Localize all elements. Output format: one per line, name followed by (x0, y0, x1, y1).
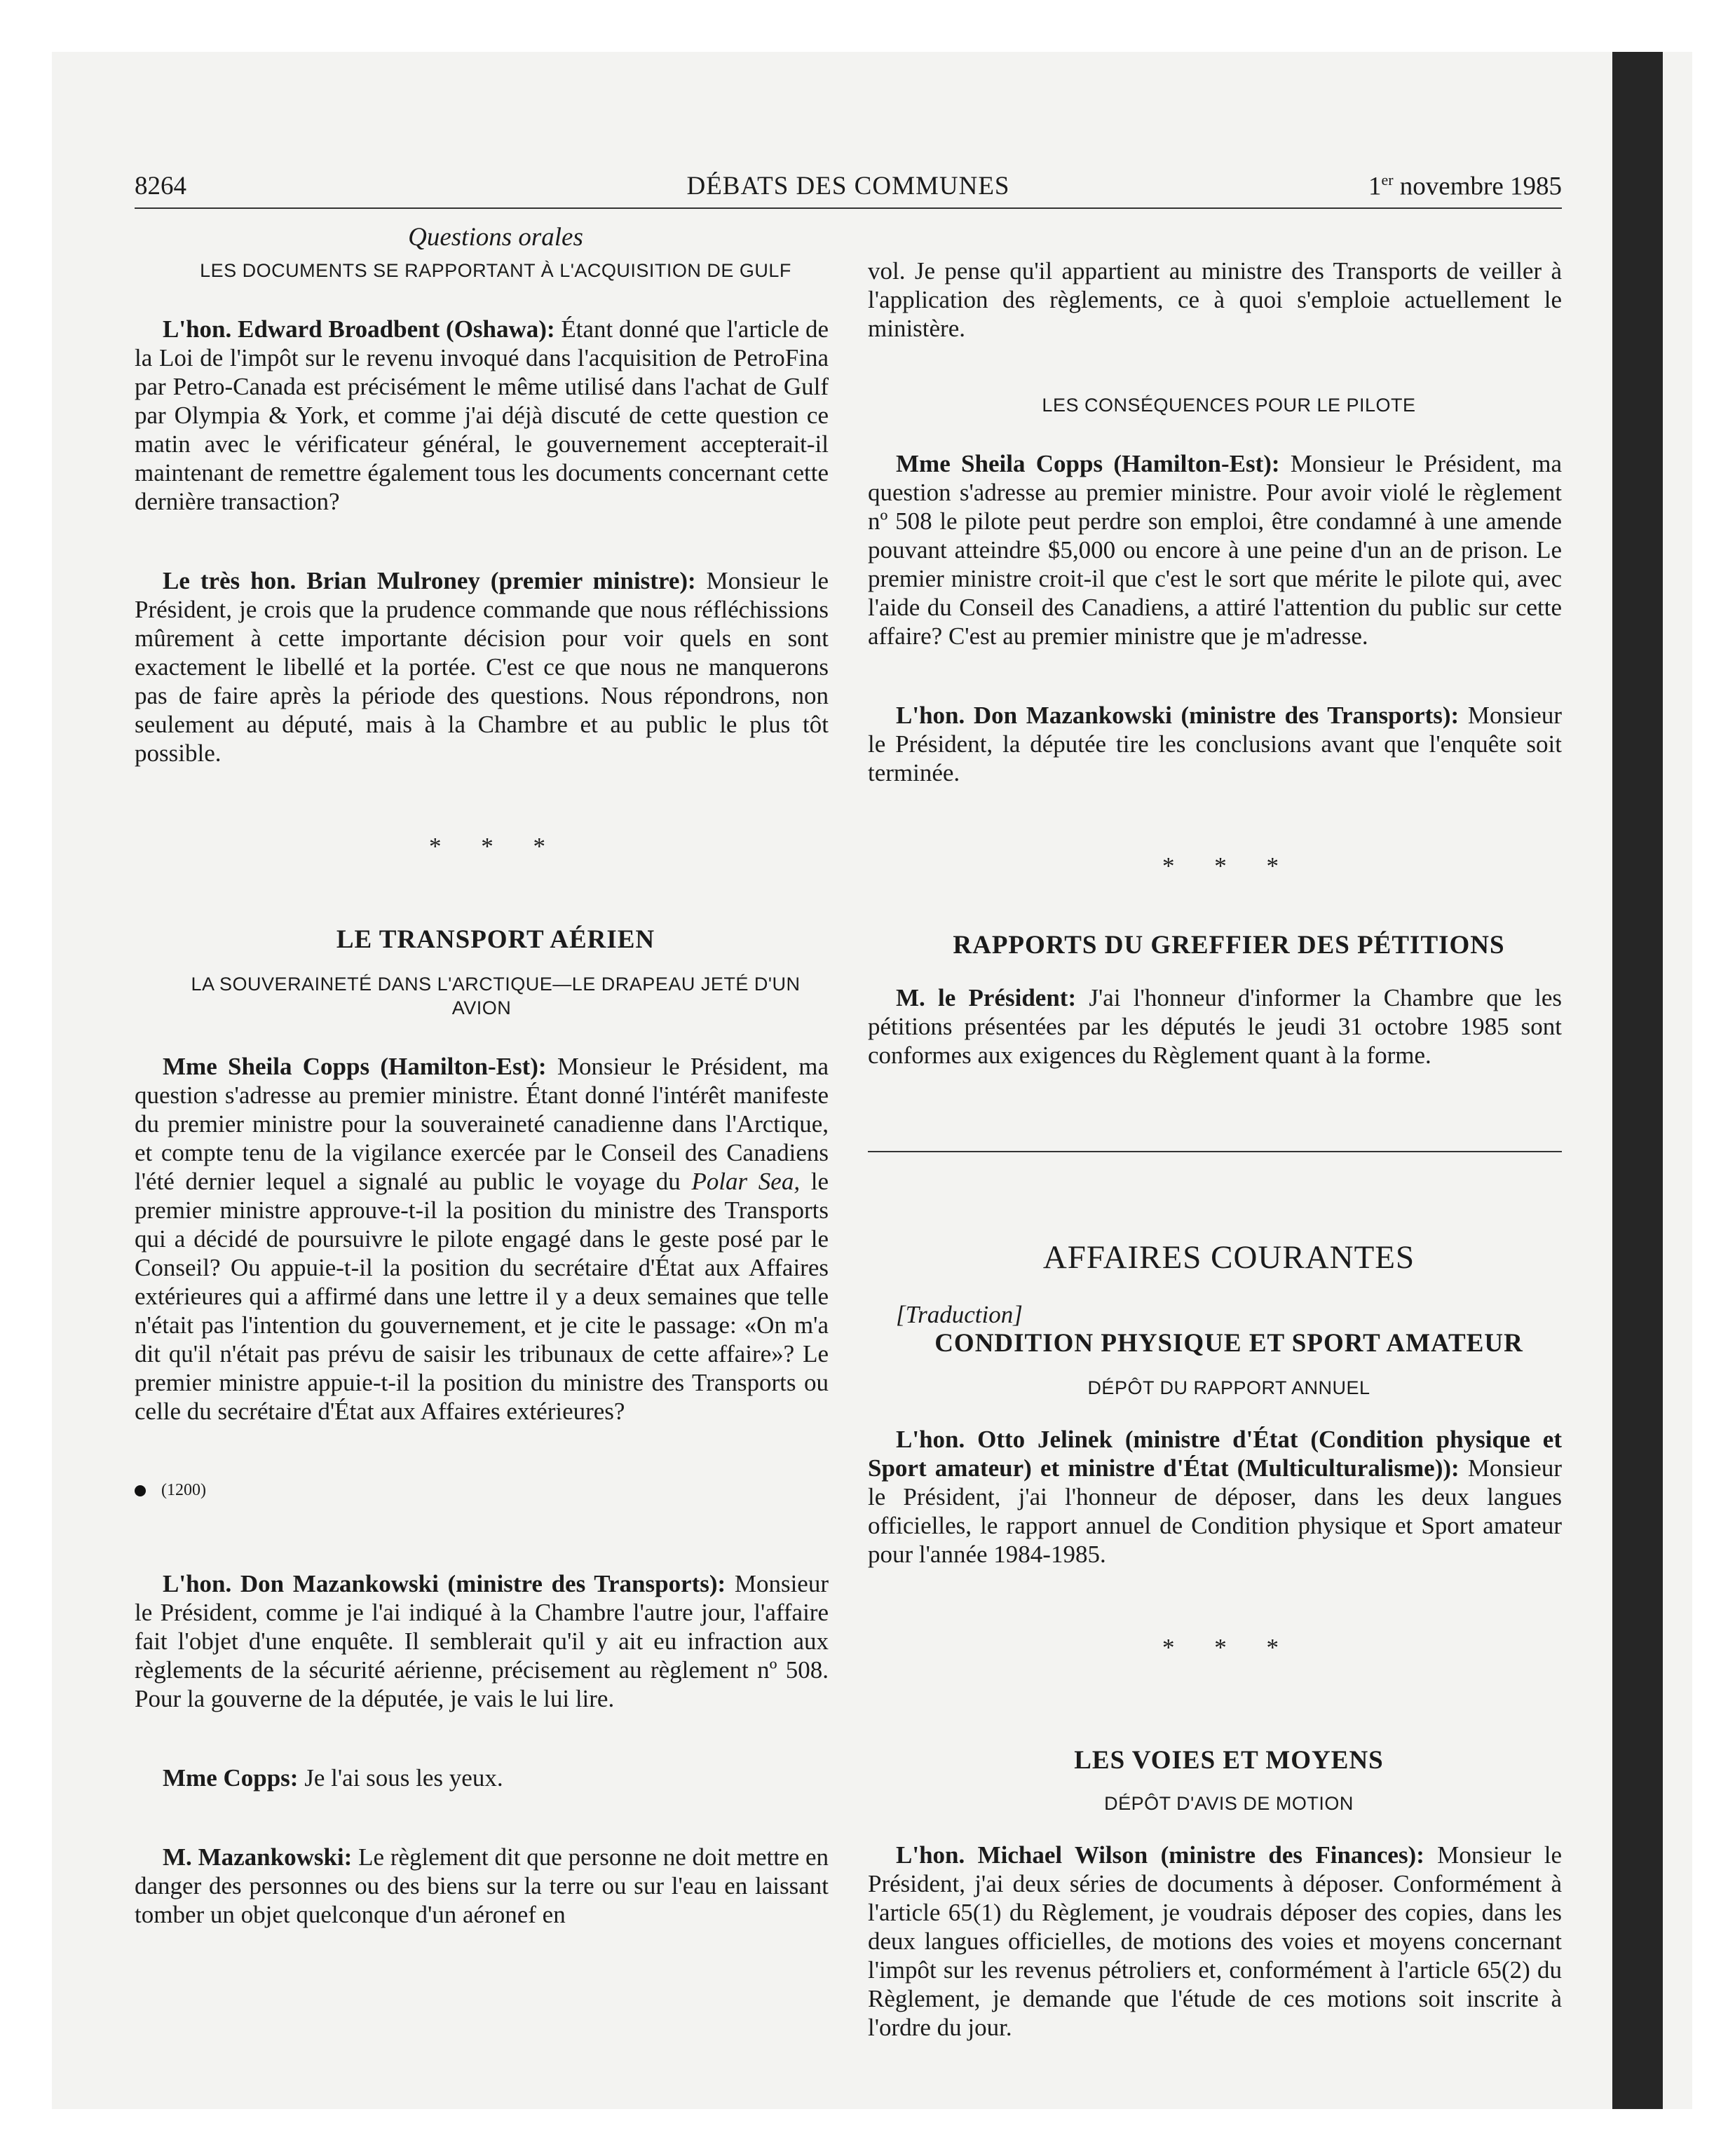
time-stamp: (1200) (161, 1481, 206, 1499)
scan-edge-bar (1612, 52, 1663, 2109)
speech-text: Monsieur le Président, comme je l'ai indiqué à la Chambre l'autre jour, l'affaire fait l'objet d'une enquête. Il semblerait qu'il y ait eu infraction aux règlements de la sécurité aérienne, précisement au règlement nº 508. Pour la gouverne de la députée, je vais le lui lire. (135, 1570, 829, 1712)
translation-note: [Traduction] (896, 1301, 1023, 1328)
speaker-name: L'hon. Edward Broadbent (Oshawa): (163, 315, 555, 343)
spacer (868, 1815, 1562, 1841)
paragraph (135, 1569, 829, 1713)
section-title: LES VOIES ET MOYENS (1074, 1746, 1384, 1775)
section-separator: * * * (1162, 852, 1295, 880)
spacer (868, 1775, 1562, 1792)
right-column (868, 257, 1562, 2042)
left-column (135, 223, 829, 1929)
time-marker (135, 1476, 829, 1505)
speaker-name: L'hon. Don Mazankowski (ministre des Transports): (896, 702, 1460, 729)
speech-text: Monsieur le Président, ma question s'adresse au premier ministre. Étant donné l'intérêt manifeste du premier ministre pour la souveraineté canadienne dans l'Arctique, et compte tenu de la vigilance exercée par le Conseil des Canadiens l'été dernier lequel a signalé au public le voyage du (135, 1053, 829, 1195)
header-date (1368, 171, 1562, 201)
spacer (135, 1713, 829, 1763)
section-separator: * * * (429, 833, 562, 860)
paragraph (135, 566, 829, 767)
section-subheading: LES DOCUMENTS SE RAPPORTANT À L'ACQUISITION DE GULF (200, 260, 791, 281)
spacer (135, 861, 829, 925)
spacer (868, 1569, 1562, 1633)
paragraph (135, 1843, 829, 1929)
paragraph (135, 1763, 829, 1792)
spacer (868, 417, 1562, 449)
section-subheading: DÉPÔT DU RAPPORT ANNUEL (1087, 1377, 1370, 1398)
spacer (868, 650, 1562, 701)
paragraph (868, 701, 1562, 787)
paragraph (868, 449, 1562, 650)
speaker-name: M. le Président: (896, 984, 1077, 1011)
spacer (868, 880, 1562, 931)
section-subheading: DÉPÔT D'AVIS DE MOTION (1104, 1793, 1354, 1814)
spacer (868, 787, 1562, 852)
date-month-year: novembre 1985 (1393, 172, 1562, 201)
spacer (135, 1020, 829, 1052)
speech-text: Le règlement dit que personne ne doit mettre en danger des personnes ou des biens sur la terre ou sur l'eau en laissant tomber un objet quelconque d'un aéronef en (135, 1843, 829, 1928)
speaker-name: Mme Sheila Copps (Hamilton-Est): (896, 450, 1280, 477)
paragraph: vol. Je pense qu'il appartient au ministre des Transports de veiller à l'application des règlements, ce à quoi s'emploie actuellement le ministère. (868, 257, 1562, 342)
section-subheading: LA SOUVERAINETÉ DANS L'ARCTIQUE—LE DRAPEAU JETÉ D'UN AVION (191, 974, 801, 1018)
spacer (868, 1358, 1562, 1376)
paragraph (868, 983, 1562, 1070)
spacer (868, 1400, 1562, 1425)
speech-text: Je l'ai sous les yeux. (298, 1764, 503, 1792)
spacer (135, 954, 829, 972)
publication-title: DÉBATS DES COMMUNES (686, 172, 1010, 200)
paragraph (135, 1052, 829, 1426)
speech-text: Monsieur le Président, ma question s'adresse au premier ministre. Pour avoir violé le règlement nº 508 le pilote peut perdre son emploi, être condamné à une amende pouvant atteindre $5,000 ou encore à une peine d'un an de prison. Le premier ministre croit-il que c'est le sort que mérite le pilote qui, avec l'aide du Conseil des Canadiens, a attiré l'attention du public sur cette affaire? C'est au premier ministre que je m'adresse. (868, 450, 1563, 650)
speaker-name: L'hon. Michael Wilson (ministre des Finances): (896, 1841, 1424, 1869)
speech-text: Monsieur le Président, la députée tire les conclusions avant que l'enquête soit terminée. (868, 702, 1562, 786)
spacer (868, 1662, 1562, 1746)
spacer (135, 767, 829, 832)
speaker-name: Le très hon. Brian Mulroney (premier ministre): (163, 567, 696, 594)
spacer (135, 1426, 829, 1476)
speech-text: Monsieur le Président, j'ai deux séries de documents à déposer. Conformément à l'article 65(1) du Règlement, je voudrais déposer des copies, dans les deux langues officielles, de motions des voies et moyens concernant l'impôt sur les revenus pétroliers et, conformément à l'article 65(2) du Règlement, je demande que l'étude de ces motions soit inscrite à l'ordre du jour. (868, 1841, 1562, 2041)
speaker-name: Mme Copps: (163, 1764, 299, 1792)
speaker-name: L'hon. Otto Jelinek (ministre d'État (Condition physique et Sport amateur) et ministre d'État (Multiculturalisme)): (868, 1426, 1562, 1482)
speech-text: Monsieur le Président, j'ai l'honneur de déposer, dans les deux langues officielles, le rapport annuel de Condition physique et Sport amateur pour l'année 1984-1985. (868, 1454, 1562, 1568)
speech-text: Monsieur le Président, je crois que la prudence commande que nous réfléchissions mûrement à cette importante décision pour voir quels en sont exactement le libellé et la portée. C'est ce que nous ne manquerons pas de faire après la période des questions. Nous répondrons, non seulement au député, mais à la Chambre et au public le plus tôt possible. (135, 567, 829, 767)
speaker-name: Mme Sheila Copps (Hamilton-Est): (163, 1053, 547, 1080)
page-number: 8264 (135, 172, 186, 200)
spacer (868, 1272, 1562, 1300)
spacer (135, 516, 829, 566)
running-header (135, 168, 1562, 209)
section-separator: * * * (1162, 1634, 1295, 1661)
spacer (868, 1070, 1562, 1151)
section-kicker: Questions orales (408, 223, 583, 252)
speech-text: Étant donné que l'article de la Loi de l'impôt sur le revenu invoqué dans l'acquisition de PetroFina par Petro-Canada est précisément le même utilisé dans l'achat de Gulf par Olympia & York, et comme j'ai déjà discuté de cette question ce matin avec le vérificateur général, le gouvernement accepterait-il maintenant de remettre également tous les documents concernant cette dernière transaction? (135, 315, 829, 515)
bullet-icon (135, 1485, 146, 1496)
paragraph (868, 1841, 1562, 2042)
spacer (135, 1792, 829, 1843)
spacer (135, 282, 829, 315)
speaker-name: M. Mazankowski: (163, 1843, 353, 1871)
section-subheading: LES CONSÉQUENCES POUR LE PILOTE (1042, 395, 1416, 416)
date-ordinal: er (1381, 171, 1394, 189)
paragraph (135, 315, 829, 516)
spacer (868, 343, 1562, 393)
speaker-name: L'hon. Don Mazankowski (ministre des Transports): (163, 1570, 726, 1597)
speech-text: le premier ministre approuve-t-il la position du ministre des Transports qui a décidé de poursuivre le pilote engagé dans le geste posé par le Conseil? Ou appuie-t-il la position du secrétaire d'État aux Affaires extérieures qui a affirmé dans une lettre il y a deux semaines que telle n'était pas l'intention du gouvernement, et je cite le passage: «On m'a dit qu'il n'était pas prévu de saisir les tribunaux de cette affaire»? Le premier ministre appuie-t-il la position du ministre des Transports ou celle du secrétaire d'État aux Affaires extérieures? (135, 1168, 829, 1425)
section-title: LE TRANSPORT AÉRIEN (336, 925, 655, 954)
speech-text: J'ai l'honneur d'informer la Chambre que les pétitions présentées par les députés le jeudi 31 octobre 1985 sont conformes aux exigences du Règlement quant à la forme. (868, 984, 1562, 1069)
ship-name: Polar Sea, (691, 1168, 801, 1195)
spacer (135, 1505, 829, 1569)
spacer (868, 960, 1562, 983)
date-day: 1 (1368, 172, 1382, 201)
spacer (868, 1152, 1562, 1243)
section-title: AFFAIRES COURANTES (1042, 1239, 1415, 1276)
section-title: CONDITION PHYSIQUE ET SPORT AMATEUR (934, 1329, 1523, 1358)
paragraph (868, 1425, 1562, 1569)
section-title: RAPPORTS DU GREFFIER DES PÉTITIONS (953, 931, 1505, 960)
